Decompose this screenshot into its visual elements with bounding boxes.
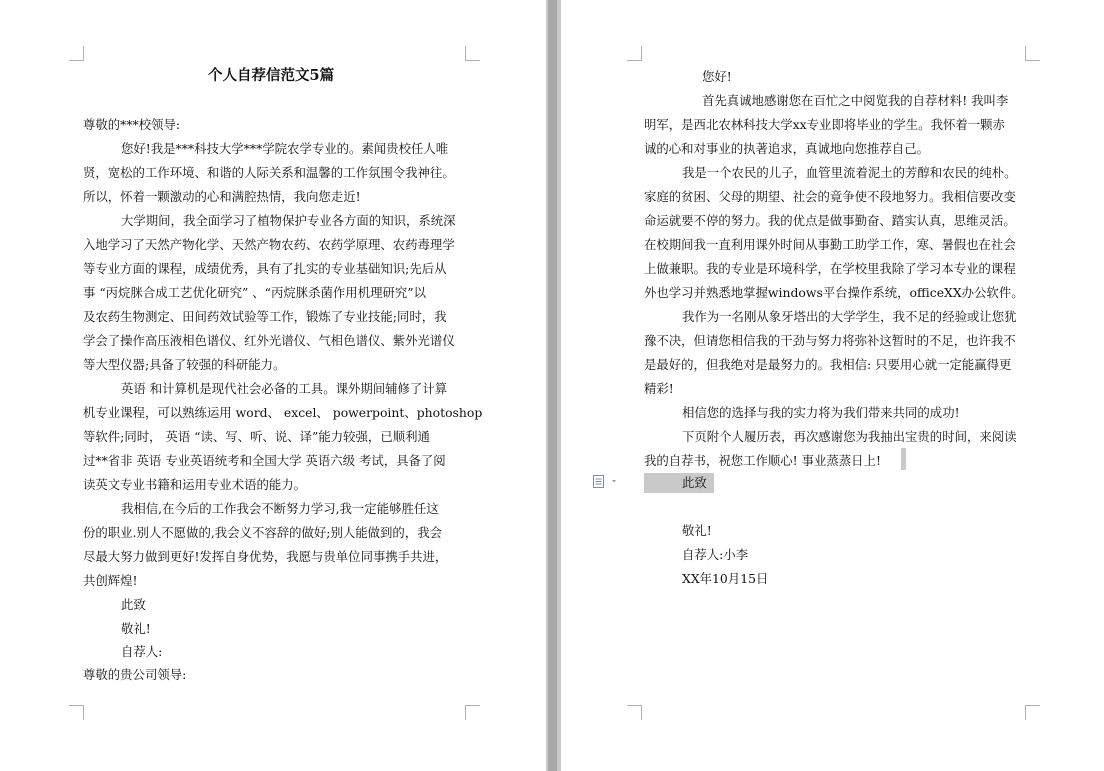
page-corner-mark: [627, 46, 642, 61]
document-page-right: [561, 0, 1104, 771]
paragraph-line[interactable]: 所以，怀着一颗激动的心和满腔热情，我向您走近!: [83, 189, 361, 204]
closing-line[interactable]: 敬礼!: [121, 621, 151, 636]
page-corner-mark: [627, 705, 642, 720]
page-corner-mark: [1025, 46, 1040, 61]
paragraph-line[interactable]: 是最好的，但我绝对是最努力的。我相信: 只要用心就一定能赢得更: [644, 357, 1012, 372]
paragraph-line[interactable]: 我是一个农民的儿子，血管里流着泥土的芳醇和农民的纯朴。: [682, 165, 1017, 180]
signature-line[interactable]: 自荐人:: [121, 644, 163, 659]
paragraph-line[interactable]: 首先真诚地感谢您在百忙之中阅览我的自荐材料! 我叫李: [702, 93, 1009, 108]
paragraph-line[interactable]: 大学期间，我全面学习了植物保护专业各方面的知识，系统深: [121, 213, 456, 228]
paragraph-line[interactable]: 尽最大努力做到更好!发挥自身优势，我愿与贵单位同事携手共进，: [83, 549, 448, 564]
paragraph-line[interactable]: 精彩!: [644, 381, 674, 396]
signature-line[interactable]: 自荐人:小李: [682, 547, 749, 562]
paragraph-line[interactable]: 下页附个人履历表，再次感谢您为我抽出宝贵的时间，来阅读: [682, 429, 1017, 444]
paragraph-line[interactable]: 豫不决，但请您相信我的干劲与努力将弥补这暂时的不足，也许我不: [644, 333, 1016, 348]
paragraph-line[interactable]: 份的职业.别人不愿做的,我会义不容辞的做好;别人能做到的，我会: [83, 525, 442, 540]
closing-line[interactable]: 此致: [121, 597, 146, 612]
salutation[interactable]: 尊敬的***校领导:: [83, 117, 181, 132]
paragraph-line[interactable]: 命运就要不停的努力。我的优点是做事勤奋、踏实认真，思维灵活。: [644, 213, 1016, 228]
page-gutter: [546, 0, 561, 771]
paragraph-line[interactable]: 学会了操作高压液相色谱仪、红外光谱仪、气相色谱仪、紫外光谱仪: [83, 333, 455, 348]
paragraph-line[interactable]: 事 “丙烷脒合成工艺优化研究” 、“丙烷脒杀菌作用机理研究”以: [83, 285, 426, 300]
clipboard-icon[interactable]: [593, 474, 605, 487]
paragraph-line[interactable]: 外也学习并熟悉地掌握windows平台操作系统，officeXX办公软件。: [644, 285, 1024, 300]
salutation[interactable]: 尊敬的贵公司领导:: [83, 667, 187, 682]
paragraph-line[interactable]: 明军，是西北农林科技大学xx专业即将毕业的学生。我怀着一颗赤: [644, 117, 1005, 132]
page-corner-mark: [465, 705, 480, 720]
paragraph-line[interactable]: 我的自荐书，祝您工作顺心! 事业蒸蒸日上!: [644, 453, 881, 468]
paragraph-line[interactable]: 英语 和计算机是现代社会必备的工具。课外期间辅修了计算: [121, 381, 448, 396]
paragraph-line[interactable]: 诚的心和对事业的执著追求，真诚地向您推荐自己。: [644, 141, 929, 156]
paragraph-line[interactable]: 您好!我是***科技大学***学院农学专业的。素闻贵校任人唯: [121, 141, 449, 156]
paragraph-line[interactable]: 相信您的选择与我的实力将为我们带来共同的成功!: [682, 405, 960, 420]
paragraph-line[interactable]: 我作为一名刚从象牙塔出的大学学生，我不足的经验或让您犹: [682, 309, 1017, 324]
closing-line[interactable]: 此致: [682, 475, 707, 490]
paragraph-line[interactable]: 入地学习了天然产物化学、天然产物农药、农药学原理、农药毒理学: [83, 237, 455, 252]
paragraph-line[interactable]: 机专业课程，可以熟练运用 word、 excel、 powerpoint、photoshop: [83, 405, 483, 420]
page-corner-mark: [465, 46, 480, 61]
page-corner-mark: [1025, 705, 1040, 720]
page-corner-mark: [69, 705, 84, 720]
document-title[interactable]: 个人自荐信范文5篇: [208, 67, 335, 84]
paragraph-line[interactable]: 读英文专业书籍和运用专业术语的能力。: [83, 477, 307, 492]
paragraph-line[interactable]: 上做兼职。我的专业是环境科学，在学校里我除了学习本专业的课程: [644, 261, 1016, 276]
date-line[interactable]: XX年10月15日: [682, 571, 769, 586]
paragraph-line[interactable]: 家庭的贫困、父母的期望、社会的竟争使不段地努力。我相信要改变: [644, 189, 1016, 204]
page-corner-mark: [69, 46, 84, 61]
paragraph-line[interactable]: 及农药生物测定、田间药效试验等工作，锻炼了专业技能;同时，我: [83, 309, 447, 324]
paragraph-line[interactable]: 贤，宽松的工作环境、和谐的人际关系和温馨的工作氛围令我神往。: [83, 165, 455, 180]
paragraph-line[interactable]: 在校期间我一直利用课外时间从事勤工助学工作，寒、暑假也在社会: [644, 237, 1016, 252]
paragraph-line[interactable]: 过**省非 英语 专业英语统考和全国大学 英语六级 考试，具备了阅: [83, 453, 446, 468]
paragraph-line[interactable]: 共创辉煌!: [83, 573, 138, 588]
paragraph-line[interactable]: 我相信,在今后的工作我会不断努力学习,我一定能够胜任这: [121, 501, 439, 516]
paragraph-line[interactable]: 等大型仪器;具备了较强的科研能力。: [83, 357, 286, 372]
closing-line[interactable]: 敬礼!: [682, 523, 712, 538]
document-page-left: [0, 0, 546, 771]
greeting[interactable]: 您好!: [702, 69, 732, 84]
text-cursor-highlight: [901, 448, 906, 470]
paragraph-line[interactable]: 等软件;同时， 英语 “读、写、听、说、译”能力较强，已顺利通: [83, 429, 430, 444]
paragraph-line[interactable]: 等专业方面的课程，成绩优秀，具有了扎实的专业基础知识;先后从: [83, 261, 447, 276]
